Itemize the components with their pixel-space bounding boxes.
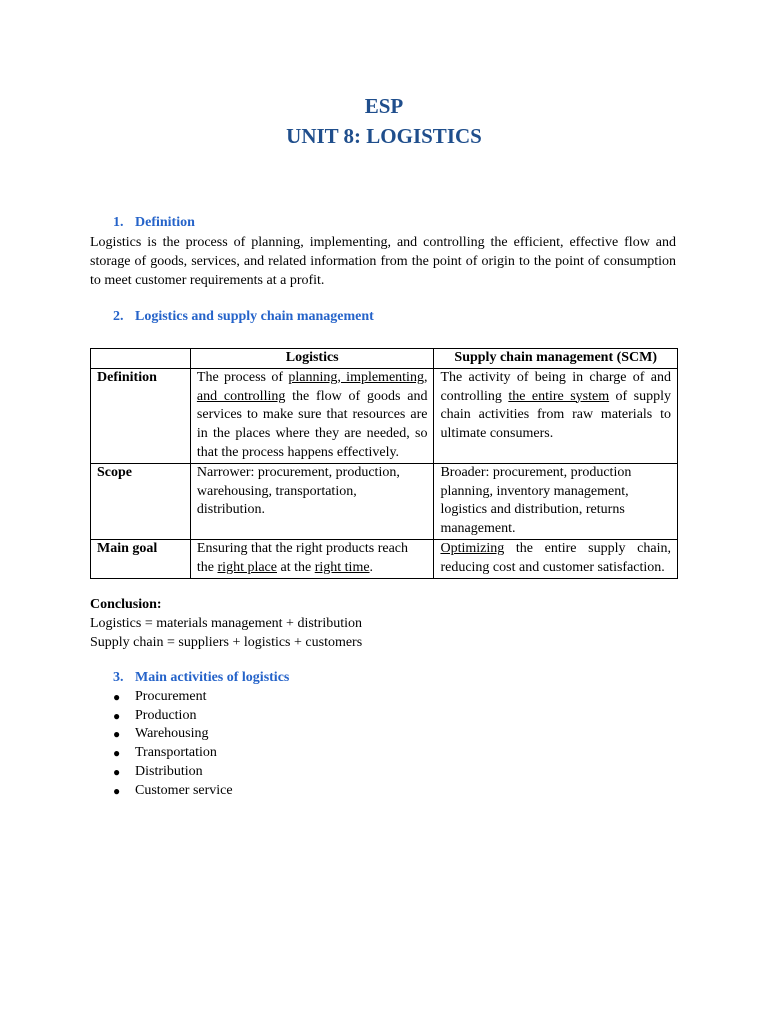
section-number: 3. xyxy=(113,670,124,685)
section-title: Definition xyxy=(135,215,195,230)
table-header-cell xyxy=(91,349,191,369)
section-number: 2. xyxy=(113,309,124,324)
table-row xyxy=(91,463,678,539)
bullet-icon: ● xyxy=(113,764,121,779)
scm-cell: The activity of being in charge of and controlling the entire system of supply chain activities from raw materials to ultimate consumers. xyxy=(434,368,678,463)
row-label: Main goal xyxy=(91,539,191,578)
bullet-icon: ● xyxy=(113,783,121,798)
conclusion-block xyxy=(90,595,362,652)
list-item: ● Warehousing xyxy=(113,725,233,744)
list-item: ● Customer service xyxy=(113,782,233,801)
row-label: Scope xyxy=(91,463,191,539)
section-title: Logistics and supply chain management xyxy=(135,309,374,324)
table-header-cell: Logistics xyxy=(190,349,434,369)
row-label: Definition xyxy=(91,368,191,463)
table-header-row xyxy=(91,349,678,369)
bullet-icon: ● xyxy=(113,708,121,723)
logistics-cell: Narrower: procurement, production, warehousing, transportation, distribution. xyxy=(190,463,434,539)
bullet-icon: ● xyxy=(113,727,121,742)
activities-list xyxy=(113,688,233,800)
comparison-table xyxy=(90,348,678,579)
conclusion-label: Conclusion: xyxy=(90,597,162,612)
document-title-esp: ESP xyxy=(364,94,404,118)
section-heading-definition xyxy=(113,215,195,231)
scm-cell: Optimizing the entire supply chain, reducing cost and customer satisfaction. xyxy=(434,539,678,578)
section-heading-activities xyxy=(113,670,289,686)
table-row xyxy=(91,368,678,463)
list-item: ● Distribution xyxy=(113,763,233,782)
table-row xyxy=(91,539,678,578)
conclusion-line: Supply chain = suppliers + logistics + customers xyxy=(90,635,363,650)
definition-paragraph: Logistics is the process of planning, implementing, and controlling the efficient, effective flow and storage of goods, services, and related information from the point of origin to the point of consumption to meet customer requirements at a profit. xyxy=(90,235,676,288)
section-title: Main activities of logistics xyxy=(135,670,290,685)
bullet-icon: ● xyxy=(113,746,121,761)
logistics-cell: The process of planning, implementing, and controlling the flow of goods and services to make sure that resources are in the places where they are needed, so that the process happens effectively. xyxy=(190,368,434,463)
conclusion-line: Logistics = materials management + distribution xyxy=(90,616,363,631)
bullet-icon: ● xyxy=(113,690,121,704)
list-item: ● Procurement xyxy=(113,688,233,707)
section-number: 1. xyxy=(113,215,124,230)
section-heading-logistics-scm xyxy=(113,309,374,325)
table-header-cell: Supply chain management (SCM) xyxy=(434,349,678,369)
scm-cell: Broader: procurement, production planning, inventory management, logistics and distribution, returns management. xyxy=(434,463,678,539)
list-item: ● Production xyxy=(113,707,233,726)
logistics-cell: Ensuring that the right products reach the right place at the right time. xyxy=(190,539,434,578)
document-title-unit: UNIT 8: LOGISTICS xyxy=(286,124,482,148)
list-item: ● Transportation xyxy=(113,744,233,763)
